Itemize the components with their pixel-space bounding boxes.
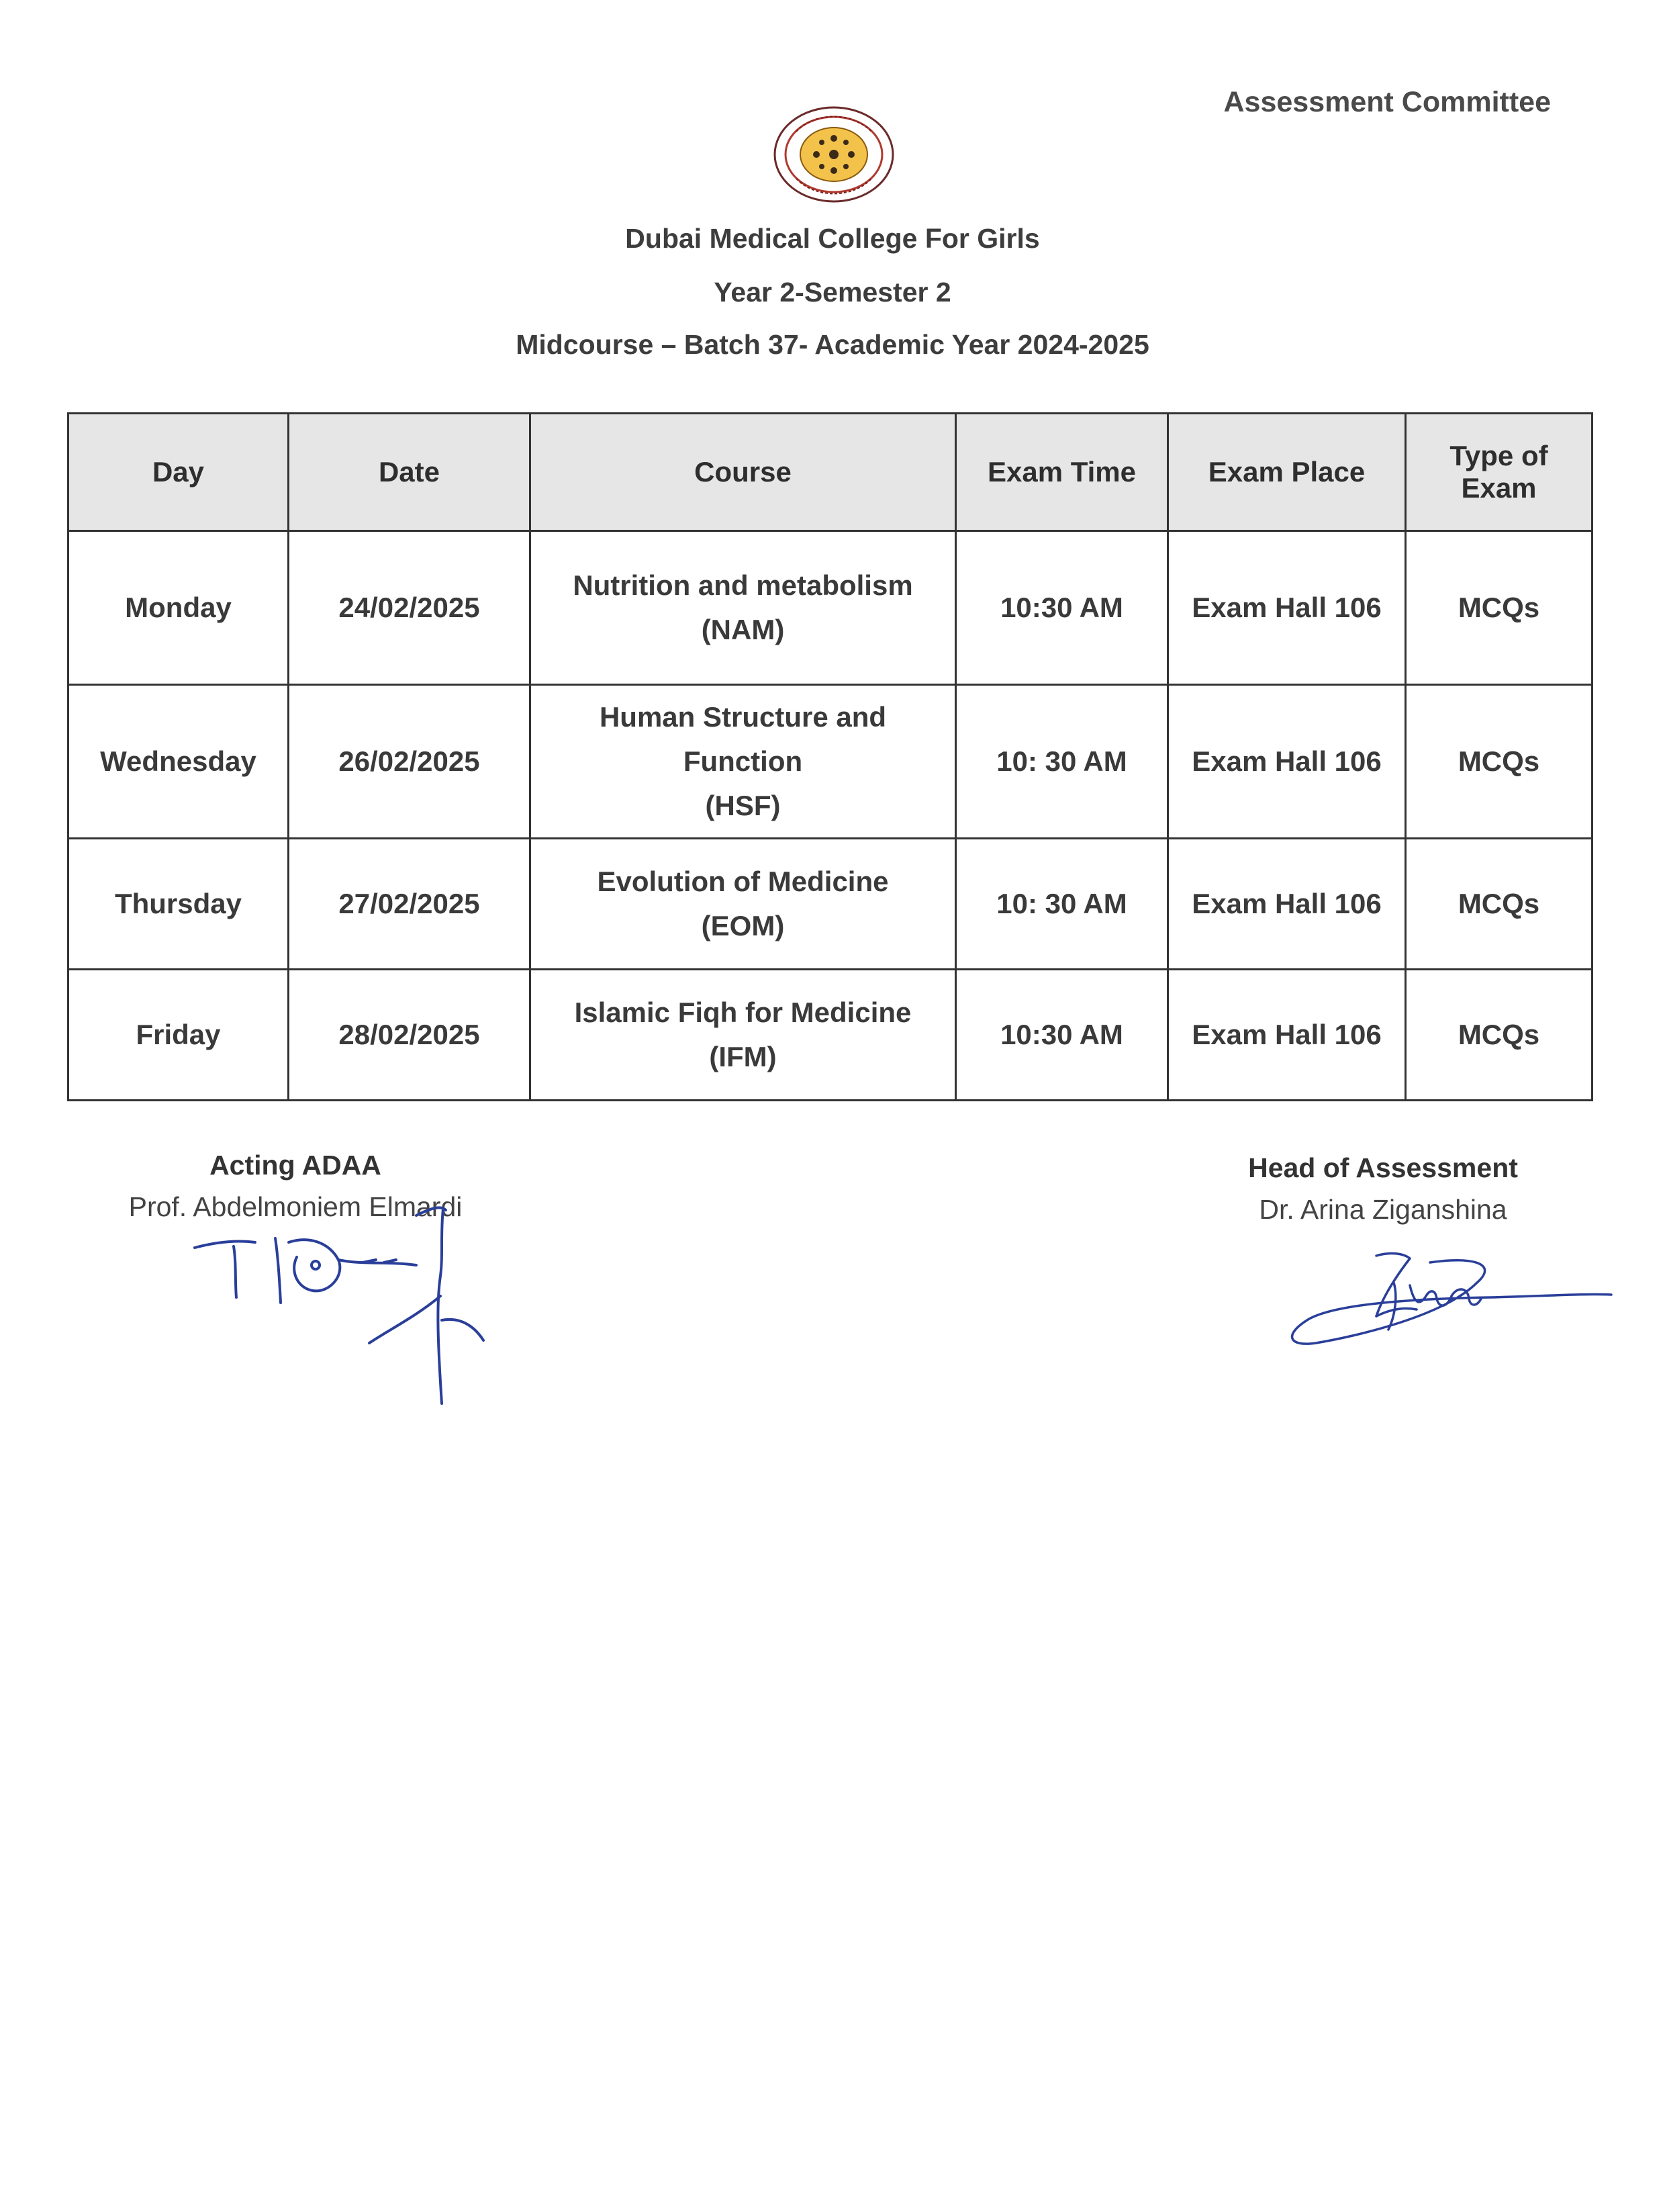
cell-place: Exam Hall 106 [1168, 839, 1406, 970]
cell-date: 26/02/2025 [289, 685, 530, 839]
cell-day: Wednesday [68, 685, 289, 839]
cell-day: Monday [68, 531, 289, 685]
table-row [68, 970, 1592, 1101]
course-code: (HSF) [705, 790, 781, 821]
signatory-name: Dr. Arina Ziganshina [1259, 1194, 1507, 1225]
cell-type: MCQs [1406, 839, 1592, 970]
cell-time: 10: 30 AM [956, 839, 1168, 970]
cell-time: 10:30 AM [956, 531, 1168, 685]
course-name: Islamic Fiqh for Medicine [574, 997, 912, 1028]
cell-course [530, 839, 956, 970]
cell-time: 10:30 AM [956, 970, 1168, 1101]
signatory-role: Head of Assessment [1248, 1152, 1518, 1183]
college-title: Dubai Medical College For Girls [625, 223, 1040, 254]
cell-day: Thursday [68, 839, 289, 970]
course-code: (EOM) [701, 910, 785, 941]
cell-type: MCQs [1406, 531, 1592, 685]
cell-course [530, 685, 956, 839]
header-date: Date [289, 414, 530, 531]
table-row [68, 685, 1592, 839]
table-header-row [68, 414, 1592, 531]
header-day: Day [68, 414, 289, 531]
signatory-role: Acting ADAA [209, 1150, 381, 1181]
handwritten-signature-right [1276, 1242, 1625, 1363]
cell-place: Exam Hall 106 [1168, 685, 1406, 839]
committee-label: Assessment Committee [1223, 86, 1551, 118]
college-seal-icon [772, 105, 896, 204]
table-row [68, 839, 1592, 970]
exam-schedule-table [67, 412, 1593, 1101]
course-code: (NAM) [701, 614, 785, 645]
course-name: Evolution of Medicine [597, 866, 889, 897]
cell-type: MCQs [1406, 970, 1592, 1101]
cell-place: Exam Hall 106 [1168, 970, 1406, 1101]
header-type-of-exam: Type of Exam [1406, 414, 1592, 531]
course-code: (IFM) [709, 1041, 777, 1072]
handwritten-signature-left [175, 1195, 551, 1424]
course-name: Human Structure and Function [599, 701, 887, 777]
year-title: Year 2-Semester 2 [714, 277, 951, 308]
table-row [68, 531, 1592, 685]
header-exam-time: Exam Time [956, 414, 1168, 531]
course-name: Nutrition and metabolism [573, 569, 913, 601]
cell-course [530, 970, 956, 1101]
signatory-right [1168, 1147, 1598, 1230]
cell-date: 28/02/2025 [289, 970, 530, 1101]
header-exam-place: Exam Place [1168, 414, 1406, 531]
cell-date: 27/02/2025 [289, 839, 530, 970]
signatory-name: Prof. Abdelmoniem Elmardi [128, 1191, 463, 1222]
cell-date: 24/02/2025 [289, 531, 530, 685]
cell-type: MCQs [1406, 685, 1592, 839]
cell-course [530, 531, 956, 685]
cell-day: Friday [68, 970, 289, 1101]
header-course: Course [530, 414, 956, 531]
cell-time: 10: 30 AM [956, 685, 1168, 839]
batch-title: Midcourse – Batch 37- Academic Year 2024-2025 [516, 329, 1149, 360]
cell-place: Exam Hall 106 [1168, 531, 1406, 685]
